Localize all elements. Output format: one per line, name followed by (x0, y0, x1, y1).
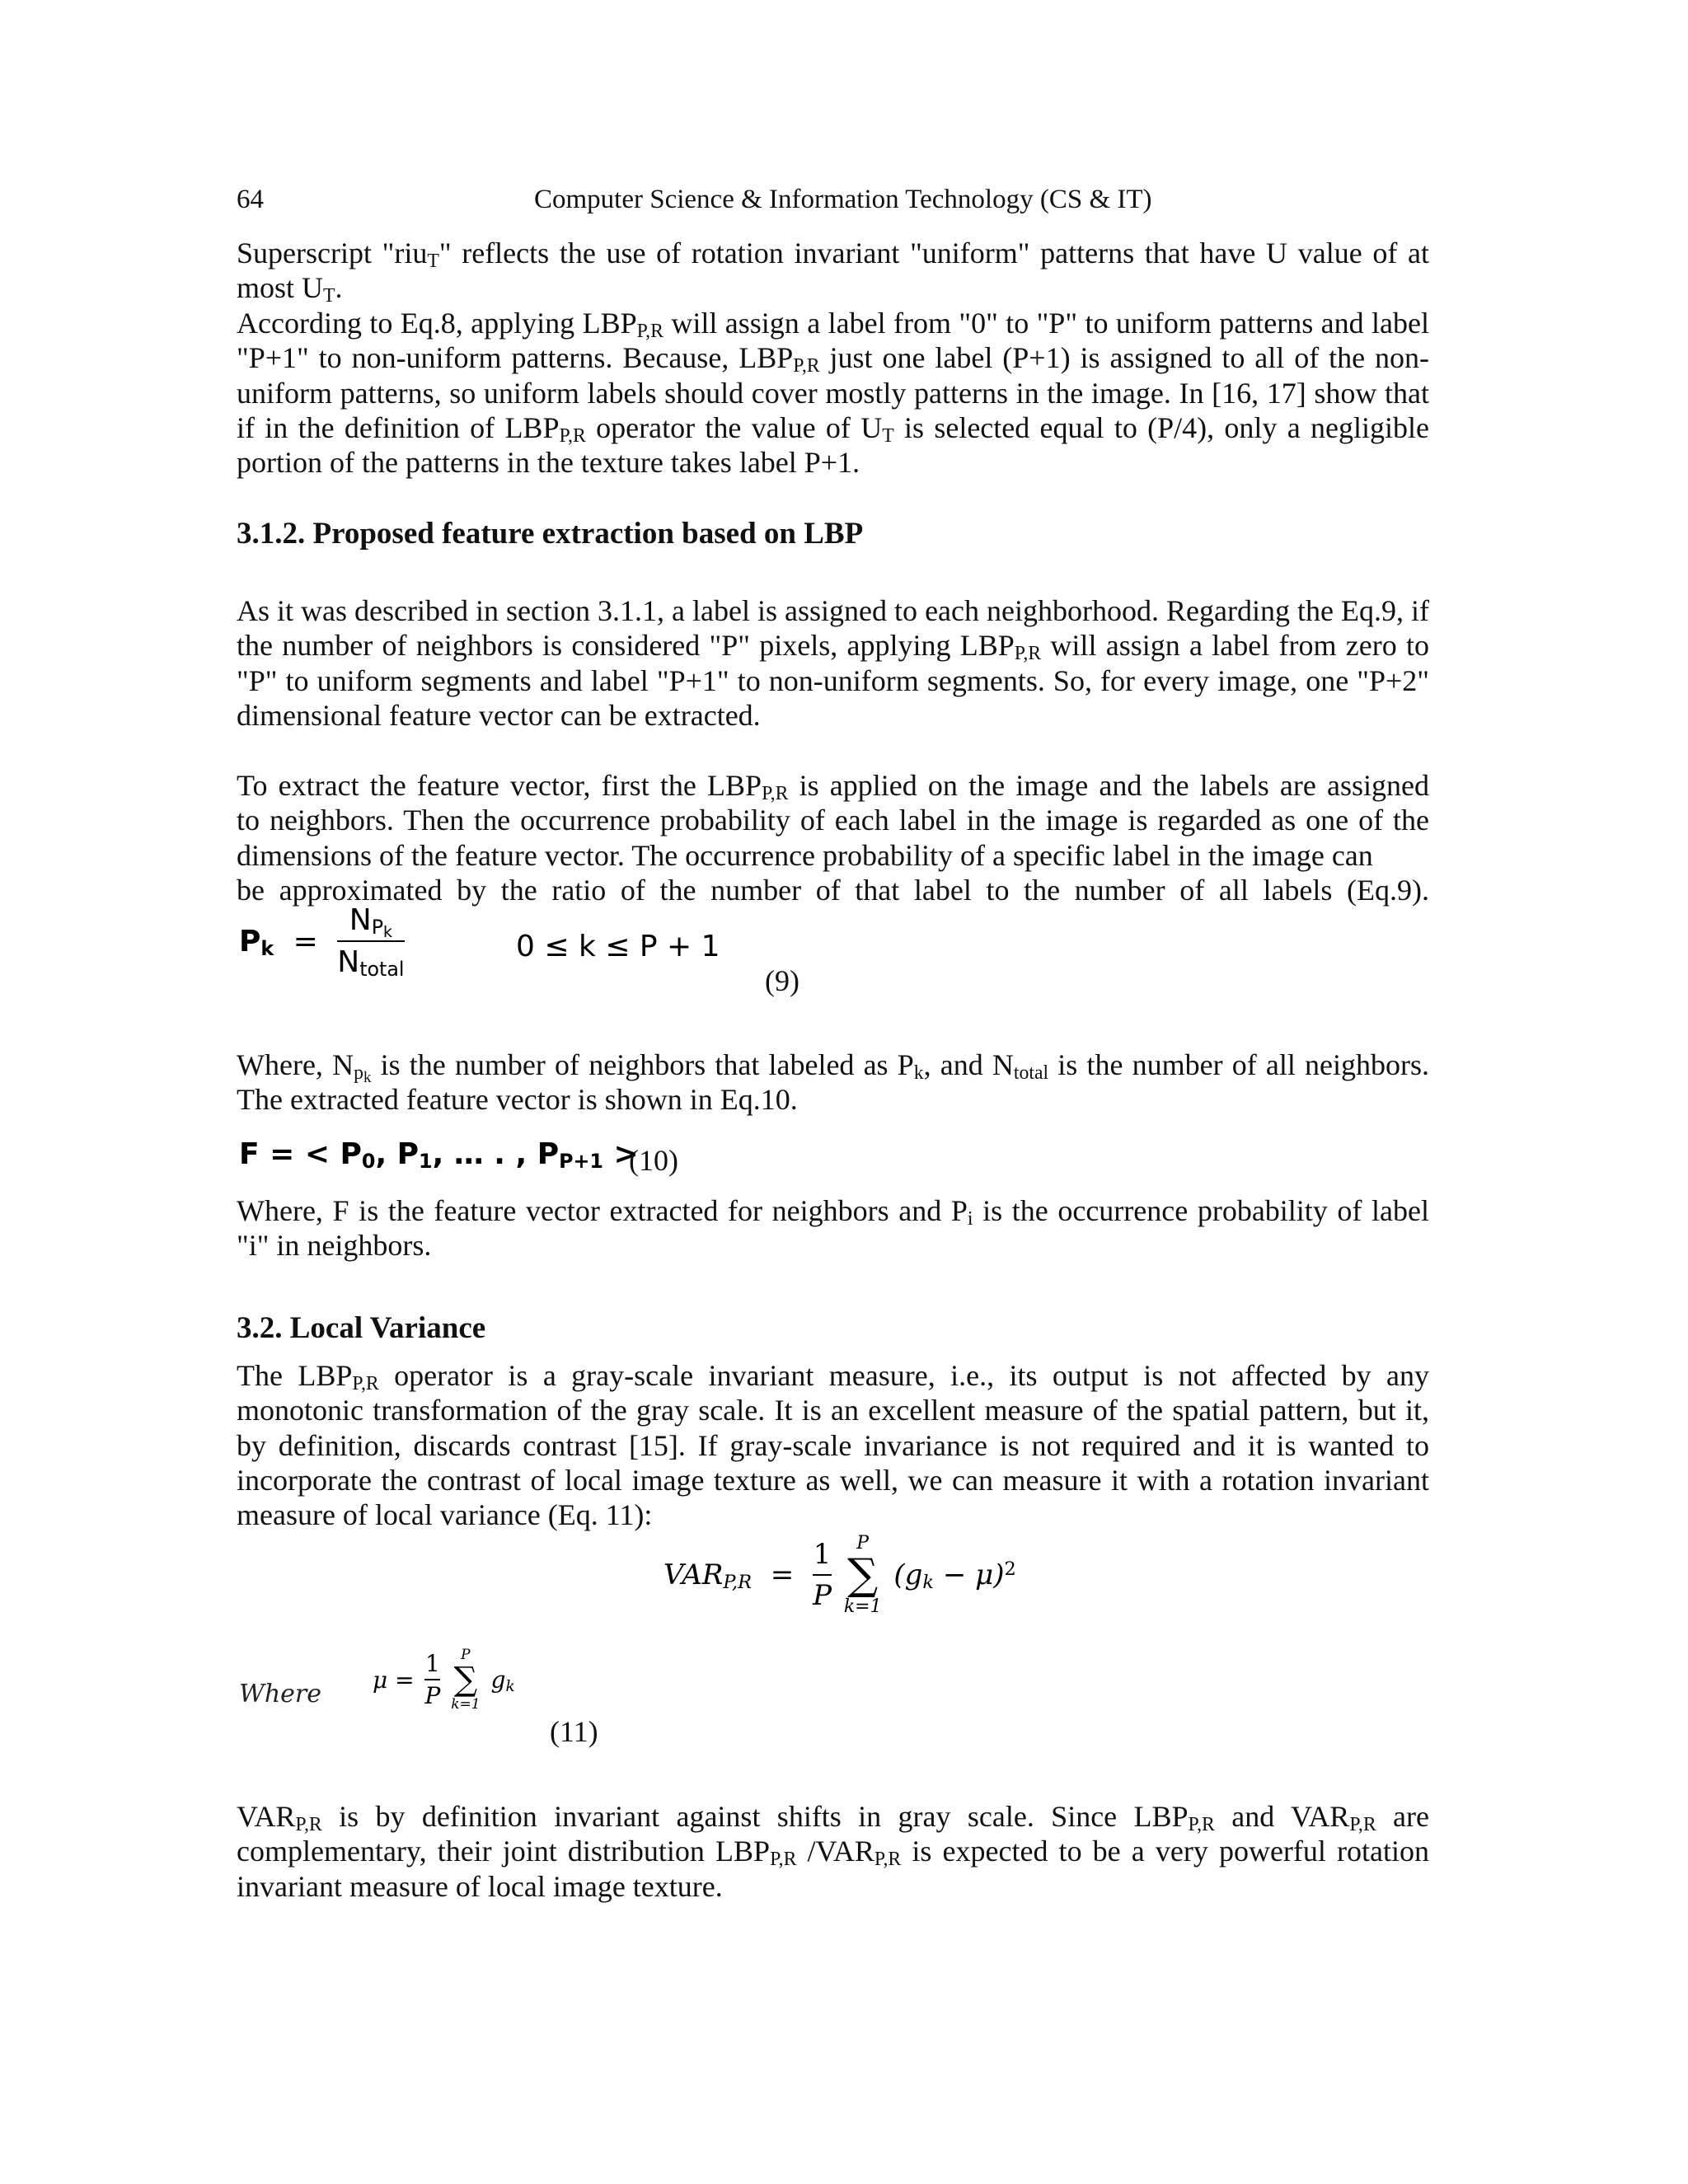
equation-9-range: 0 ≤ k ≤ P + 1 (516, 930, 720, 963)
equation-11-mu: μ = $\frac{1}{P}$ P ∑ k=1 $g_k$ (373, 1647, 515, 1713)
page-number: 64 (237, 185, 264, 214)
paragraph-feature-vector: To extract the feature vector, first the $LBP_{P,R}$ is applied on the image and the labels are assigned to neighbors. Then the occurrence probability of each label in the image is regarded as one of the dimensions of the feature vector. The occurrence probability of a specific label in the image can be approximated by the ratio of the number of that label to the number of all labels (Eq.9). (237, 769, 1429, 907)
section-heading-3-1-2: 3.1.2. Proposed feature extraction based on LBP (237, 517, 864, 551)
section-heading-3-2: 3.2. Local Variance (237, 1311, 486, 1345)
equation-10-number: (10) (629, 1144, 678, 1177)
running-header: Computer Science & Information Technology (CS & IT) (534, 185, 1152, 214)
paragraph-where-npk: Where, $N_{p_k}$ is the number of neighbors that labeled as $P_k$, and $N_{total}$ is the number of all neighbors. The extracted feature vector is shown in Eq.10. (237, 1048, 1429, 1117)
equation-11-var: $VAR_{P,R}$ = $\frac{1}{P}$ P ∑ k=1 $(g_k - \mu)^2$ (663, 1533, 1016, 1617)
equation-9: $P_k$ = $\frac{N_{P_k}}{N_{total}}$ (239, 903, 405, 982)
equation-11-number: (11) (550, 1715, 598, 1748)
paragraph-uniform-superscript: Superscript "riu$_T$" reflects the use of rotation invariant "uniform" patterns that have U value of at most $U_T$. (237, 237, 1430, 307)
paragraph-where-f: Where, F is the feature vector extracted for neighbors and $P_i$ is the occurrence probability of label "i" in neighbors. (237, 1194, 1429, 1263)
paragraph-feature-extraction: As it was described in section 3.1.1, a label is assigned to each neighborhood. Regarding the Eq.9, if the number of neighbors is considered "P" pixels, applying $LBP_{P,R}$ will assign a label from zero to "P" to uniform segments and label "P+1" to non-uniform segments. So, for every image, one "P+2" dimensional feature vector can be extracted. (237, 594, 1429, 732)
equation-9-number: (9) (765, 964, 799, 997)
equation-10: F = < $P_0$, $P_1$, … . , $P_{P+1}$ > (239, 1137, 639, 1174)
paragraph-var-lbp-joint: $VAR_{P,R}$ is by definition invariant against shifts in gray scale. Since $LBP_{P,R}$ and $VAR_{P,R}$ are complementary, their joint distribution $LBP_{P,R}$ $/VAR_{P,R}$ is expected to be a very powerful rotation invariant measure of local image texture. (237, 1800, 1430, 1903)
paragraph-local-variance: The $LBP_{P,R}$ operator is a gray-scale invariant measure, i.e., its output is not affected by any monotonic transformation of the gray scale. It is an excellent measure of the spatial pattern, but it, by definition, discards contrast [15]. If gray-scale invariance is not required and it is wanted to incorporate the contrast of local image texture as well, we can measure it with a rotation invariant measure of local variance (Eq. 11): (237, 1359, 1429, 1532)
paragraph-lbp-labels: According to Eq.8, applying $LBP_{P,R}$ will assign a label from "0" to "P" to uniform patterns and label "P+1" to non-uniform patterns. Because, $LBP_{P,R}$ just one label (P+1) is assigned to all of the non-uniform patterns, so uniform labels should cover mostly patterns in the image. In [16, 17] show that if in the definition of $LBP_{P,R}$ operator the value of $U_T$ is selected equal to (P/4), only a negligible portion of the patterns in the texture takes label P+1. (237, 307, 1429, 480)
equation-11-where: Where (239, 1680, 322, 1708)
